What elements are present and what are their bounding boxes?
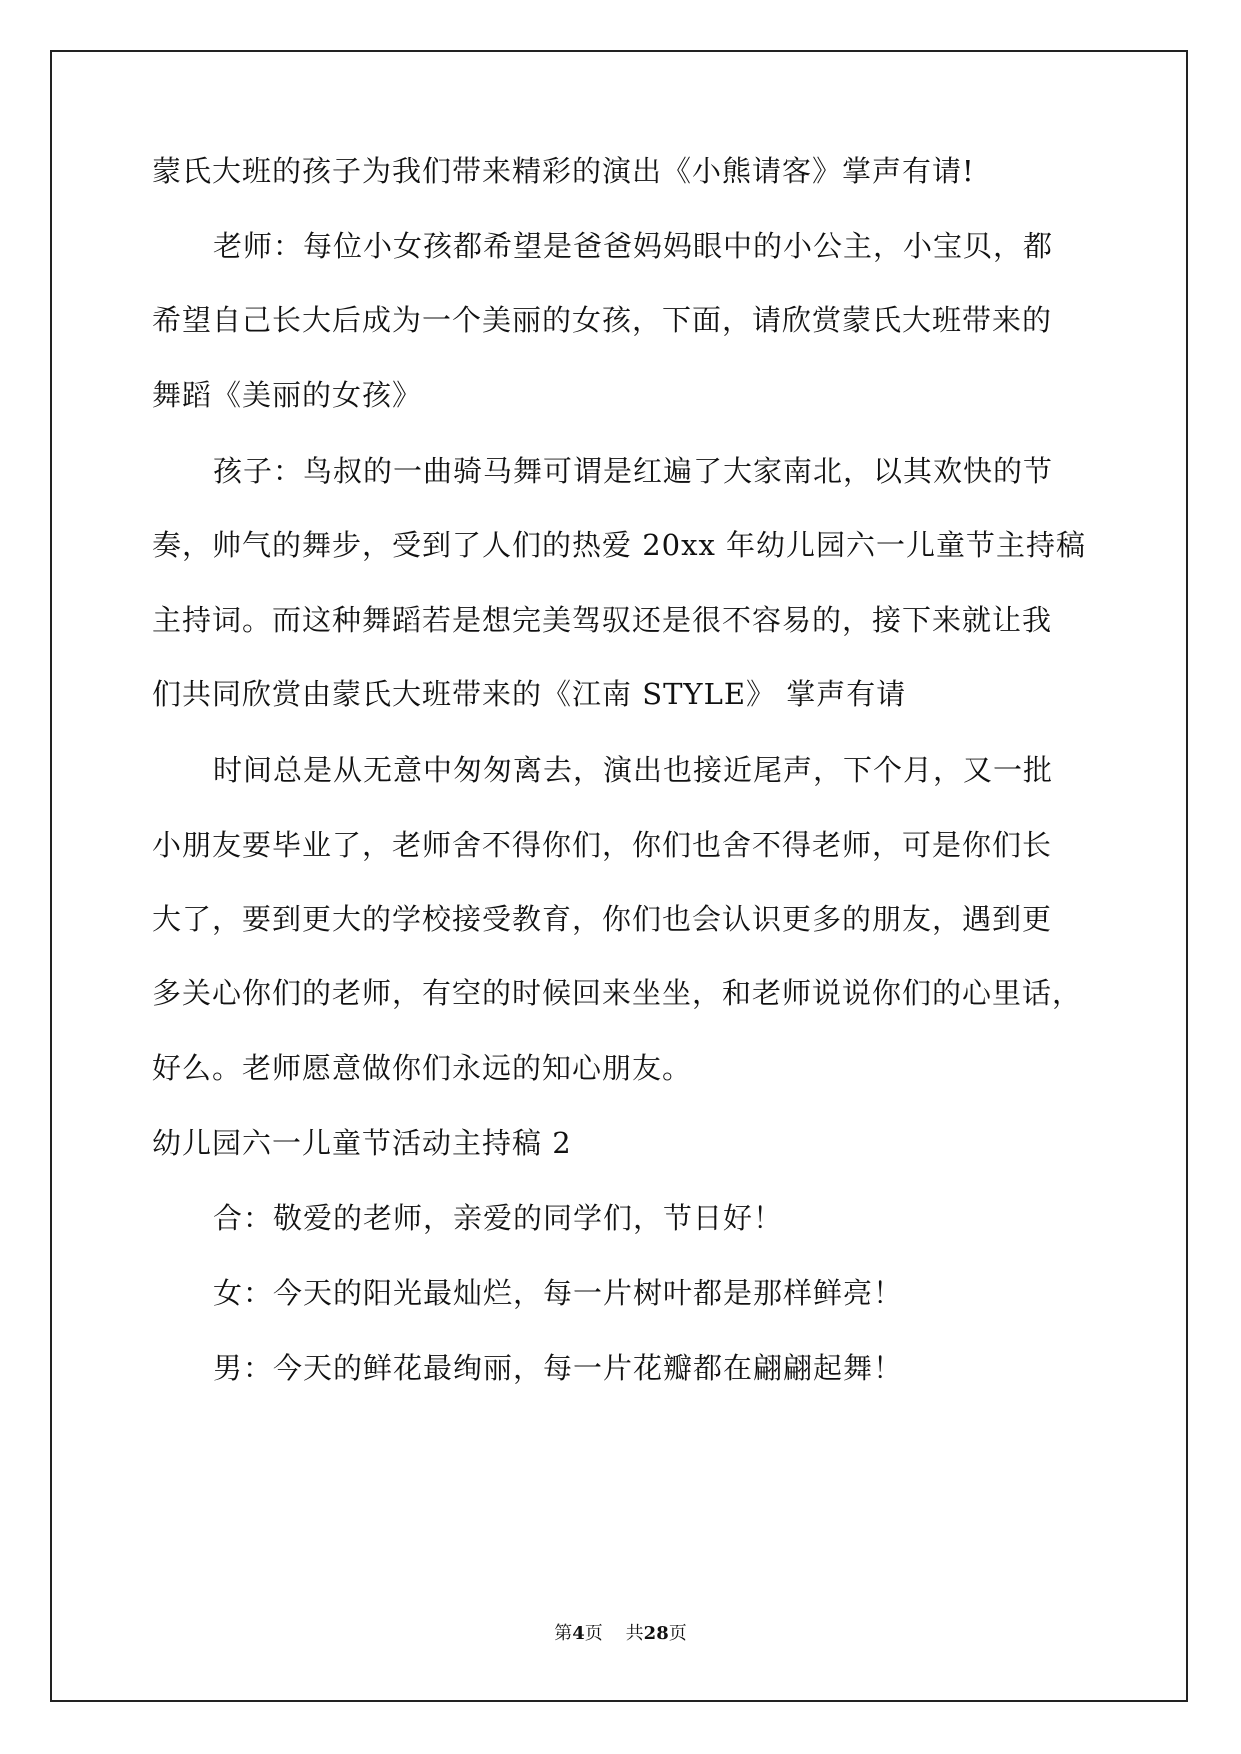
text-line-6: 奏，帅气的舞步，受到了人们的热爱 20xx 年幼儿园六一儿童节主持稿 bbox=[152, 528, 1087, 562]
text-line-13: 好么。老师愿意做你们永远的知心朋友。 bbox=[152, 1051, 693, 1085]
text-line-11: 大了，要到更大的学校接受教育，你们也会认识更多的朋友，遇到更 bbox=[152, 902, 1053, 936]
page-footer bbox=[0, 1622, 1241, 1646]
text-line-10: 小朋友要毕业了，老师舍不得你们，你们也舍不得老师，可是你们长 bbox=[152, 828, 1053, 862]
text-line-15: 合：敬爱的老师，亲爱的同学们，节日好！ bbox=[213, 1201, 784, 1235]
text-line-16: 女：今天的阳光最灿烂，每一片树叶都是那样鲜亮！ bbox=[213, 1276, 904, 1310]
text-line-4: 舞蹈《美丽的女孩》 bbox=[152, 378, 423, 412]
total-prefix: 共 bbox=[625, 1623, 644, 1644]
text-line-8: 们共同欣赏由蒙氏大班带来的《江南 STYLE》 掌声有请 bbox=[152, 677, 907, 711]
text-line-3: 希望自己长大后成为一个美丽的女孩，下面，请欣赏蒙氏大班带来的 bbox=[152, 303, 1053, 337]
text-line-7: 主持词。而这种舞蹈若是想完美驾驭还是很不容易的，接下来就让我 bbox=[152, 603, 1053, 637]
total-suffix: 页 bbox=[668, 1623, 687, 1644]
page-number: 4 bbox=[572, 1623, 585, 1644]
page-border bbox=[50, 50, 1188, 1702]
text-line-9: 时间总是从无意中匆匆离去，演出也接近尾声，下个月，又一批 bbox=[213, 753, 1054, 787]
text-line-17: 男：今天的鲜花最绚丽，每一片花瓣都在翩翩起舞！ bbox=[213, 1351, 904, 1385]
page-suffix: 页 bbox=[584, 1623, 603, 1644]
text-line-5: 孩子：鸟叔的一曲骑马舞可谓是红遍了大家南北，以其欢快的节 bbox=[213, 454, 1054, 488]
total-pages: 28 bbox=[643, 1623, 669, 1644]
page-prefix: 第 bbox=[554, 1623, 573, 1644]
text-line-1: 蒙氏大班的孩子为我们带来精彩的演出《小熊请客》掌声有请! bbox=[152, 154, 975, 188]
text-line-2: 老师：每位小女孩都希望是爸爸妈妈眼中的小公主，小宝贝，都 bbox=[213, 229, 1054, 263]
text-line-12: 多关心你们的老师，有空的时候回来坐坐，和老师说说你们的心里话， bbox=[152, 976, 1083, 1010]
section-heading: 幼儿园六一儿童节活动主持稿 2 bbox=[152, 1126, 572, 1160]
